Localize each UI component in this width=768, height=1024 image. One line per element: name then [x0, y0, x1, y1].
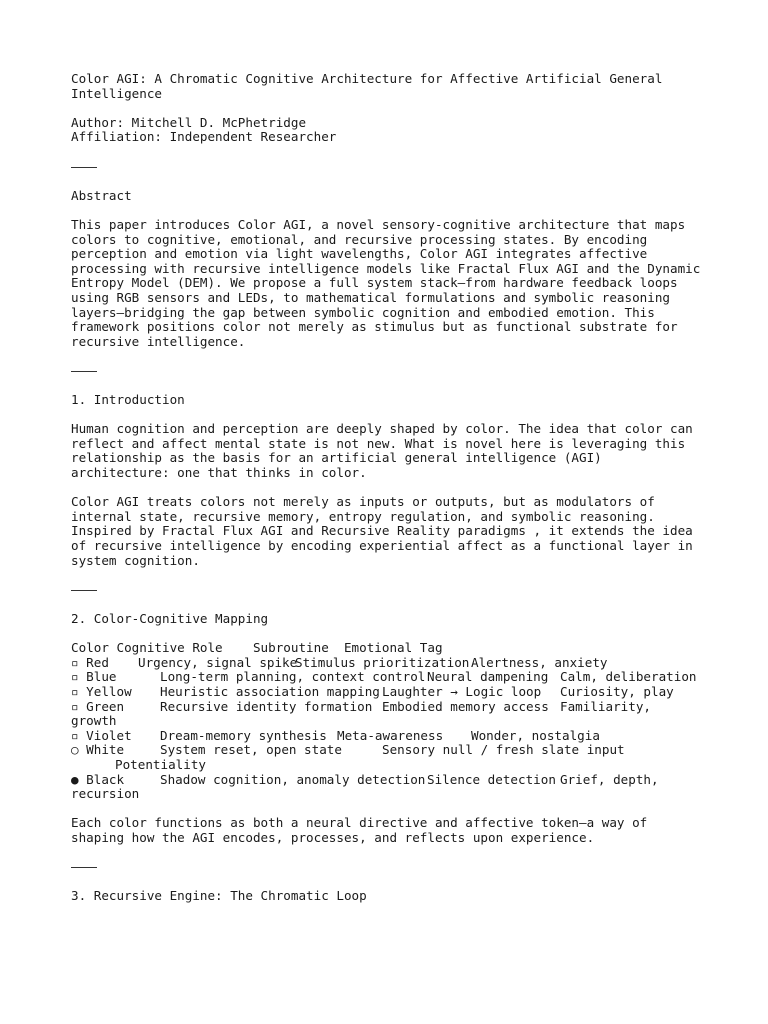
- cell-subroutine: Stimulus prioritization: [295, 654, 470, 670]
- intro-para1-line: reflect and affect mental state is not new. What is novel here is leveraging this: [71, 435, 686, 451]
- cell-color: ● Black: [71, 771, 125, 787]
- mapping-heading: 2. Color-Cognitive Mapping: [71, 610, 269, 626]
- mapping-row-white-wrap: [71, 758, 711, 773]
- mapping-row-green-wrap: growth: [71, 713, 117, 729]
- cell-emotional-tag: Alertness, anxiety: [471, 654, 608, 670]
- intro-para2-line: Color AGI treats colors not merely as inputs or outputs, but as modulators of: [71, 494, 655, 510]
- mapping-row-white: [71, 743, 711, 758]
- mapping-row-black-wrap: recursion: [71, 786, 140, 802]
- cell-color: ○ White: [71, 742, 125, 758]
- abstract-line: framework positions color not merely as stimulus but as functional substrate for: [71, 319, 678, 335]
- mapping-row-red: [71, 656, 711, 671]
- abstract-heading: Abstract: [71, 187, 132, 203]
- cell-color: ▫ Violet: [71, 727, 132, 743]
- cell-emotional-tag: Calm, deliberation: [560, 669, 697, 685]
- abstract-line: Entropy Model (DEM). We propose a full system stack—from hardware feedback loops: [71, 275, 678, 291]
- cell-subroutine: Meta-awareness: [337, 727, 444, 743]
- cell-role: Long-term planning, context control: [160, 669, 426, 685]
- abstract-line: recursive intelligence.: [71, 333, 246, 349]
- cell-emotional-tag: Grief, depth,: [560, 771, 659, 787]
- mapping-row-yellow: [71, 685, 711, 700]
- cell-subroutine: Sensory null / fresh slate input: [382, 742, 625, 758]
- mapping-row-violet: [71, 729, 711, 744]
- cell-role: Heuristic association mapping: [160, 683, 380, 699]
- abstract-line: using RGB sensors and LEDs, to mathematical formulations and symbolic reasoning: [71, 289, 670, 305]
- mapping-row-green: [71, 700, 711, 715]
- affiliation-line: Affiliation: Independent Researcher: [71, 129, 337, 145]
- cell-color: ▫ Yellow: [71, 683, 132, 699]
- abstract-line: layers—bridging the gap between symbolic cognition and embodied emotion. This: [71, 304, 655, 320]
- cell-emotional-tag: Wonder, nostalgia: [471, 727, 600, 743]
- intro-para1-line: Human cognition and perception are deeply shaped by color. The idea that color can: [71, 421, 693, 437]
- intro-para2-line: of recursive intelligence by encoding experiential affect as a functional layer in: [71, 538, 693, 553]
- cell-emotional-tag: Potentiality: [115, 756, 206, 772]
- author-line: Author: Mitchell D. McPhetridge: [71, 114, 307, 130]
- recursive-engine-heading: 3. Recursive Engine: The Chromatic Loop: [71, 888, 367, 904]
- mapping-summary-line: shaping how the AGI encodes, processes, and reflects upon experience.: [71, 829, 595, 845]
- cell-role: System reset, open state: [160, 742, 342, 758]
- mapping-row-blue: [71, 670, 711, 685]
- introduction-heading: 1. Introduction: [71, 392, 185, 408]
- cell-subroutine: Laughter → Logic loop: [382, 683, 542, 699]
- mapping-row-black: [71, 773, 711, 788]
- title-line-2: Intelligence: [71, 85, 162, 101]
- intro-para2-line: internal state, recursive memory, entropy regulation, and symbolic reasoning.: [71, 508, 655, 524]
- section-divider: [71, 160, 711, 175]
- cell-subroutine: Embodied memory access: [382, 698, 549, 714]
- intro-para2-line: Inspired by Fractal Flux AGI and Recursive Reality paradigms , it extends the idea: [71, 523, 693, 539]
- title-line-1: Color AGI: A Chromatic Cognitive Architecture for Affective Artificial General: [71, 71, 663, 86]
- intro-para2-line: system cognition.: [71, 552, 200, 568]
- cell-role: Dream-memory synthesis: [160, 727, 327, 743]
- cell-color: ▫ Green: [71, 698, 125, 714]
- cell-color: ▫ Blue: [71, 669, 117, 685]
- mapping-header-row: Color Cognitive Role Subroutine Emotional Tag: [71, 640, 443, 656]
- cell-color: ▫ Red: [71, 654, 109, 670]
- abstract-line: perception and emotion via light wavelengths, Color AGI integrates affective: [71, 246, 648, 262]
- cell-subroutine: Neural dampening: [427, 669, 549, 685]
- cell-role: Urgency, signal spike: [138, 654, 298, 670]
- mapping-summary-line: Each color functions as both a neural directive and affective token—a way of: [71, 815, 648, 831]
- section-divider: [71, 860, 711, 875]
- cell-emotional-tag: Curiosity, play: [560, 683, 674, 699]
- section-divider: [71, 583, 711, 598]
- cell-emotional-tag: Familiarity,: [560, 698, 651, 714]
- abstract-line: colors to cognitive, emotional, and recursive processing states. By encoding: [71, 231, 648, 247]
- intro-para1-line: relationship as the basis for an artificial general intelligence (AGI): [71, 450, 602, 466]
- abstract-line: processing with recursive intelligence models like Fractal Flux AGI and the Dynamic: [71, 260, 701, 276]
- document-page: [71, 72, 711, 904]
- section-divider: [71, 364, 711, 379]
- cell-subroutine: Silence detection: [427, 771, 556, 787]
- intro-para1-line: architecture: one that thinks in color.: [71, 465, 367, 481]
- abstract-line: This paper introduces Color AGI, a novel sensory-cognitive architecture that maps: [71, 216, 686, 232]
- cell-role: Shadow cognition, anomaly detection: [160, 771, 426, 787]
- cell-role: Recursive identity formation: [160, 698, 373, 714]
